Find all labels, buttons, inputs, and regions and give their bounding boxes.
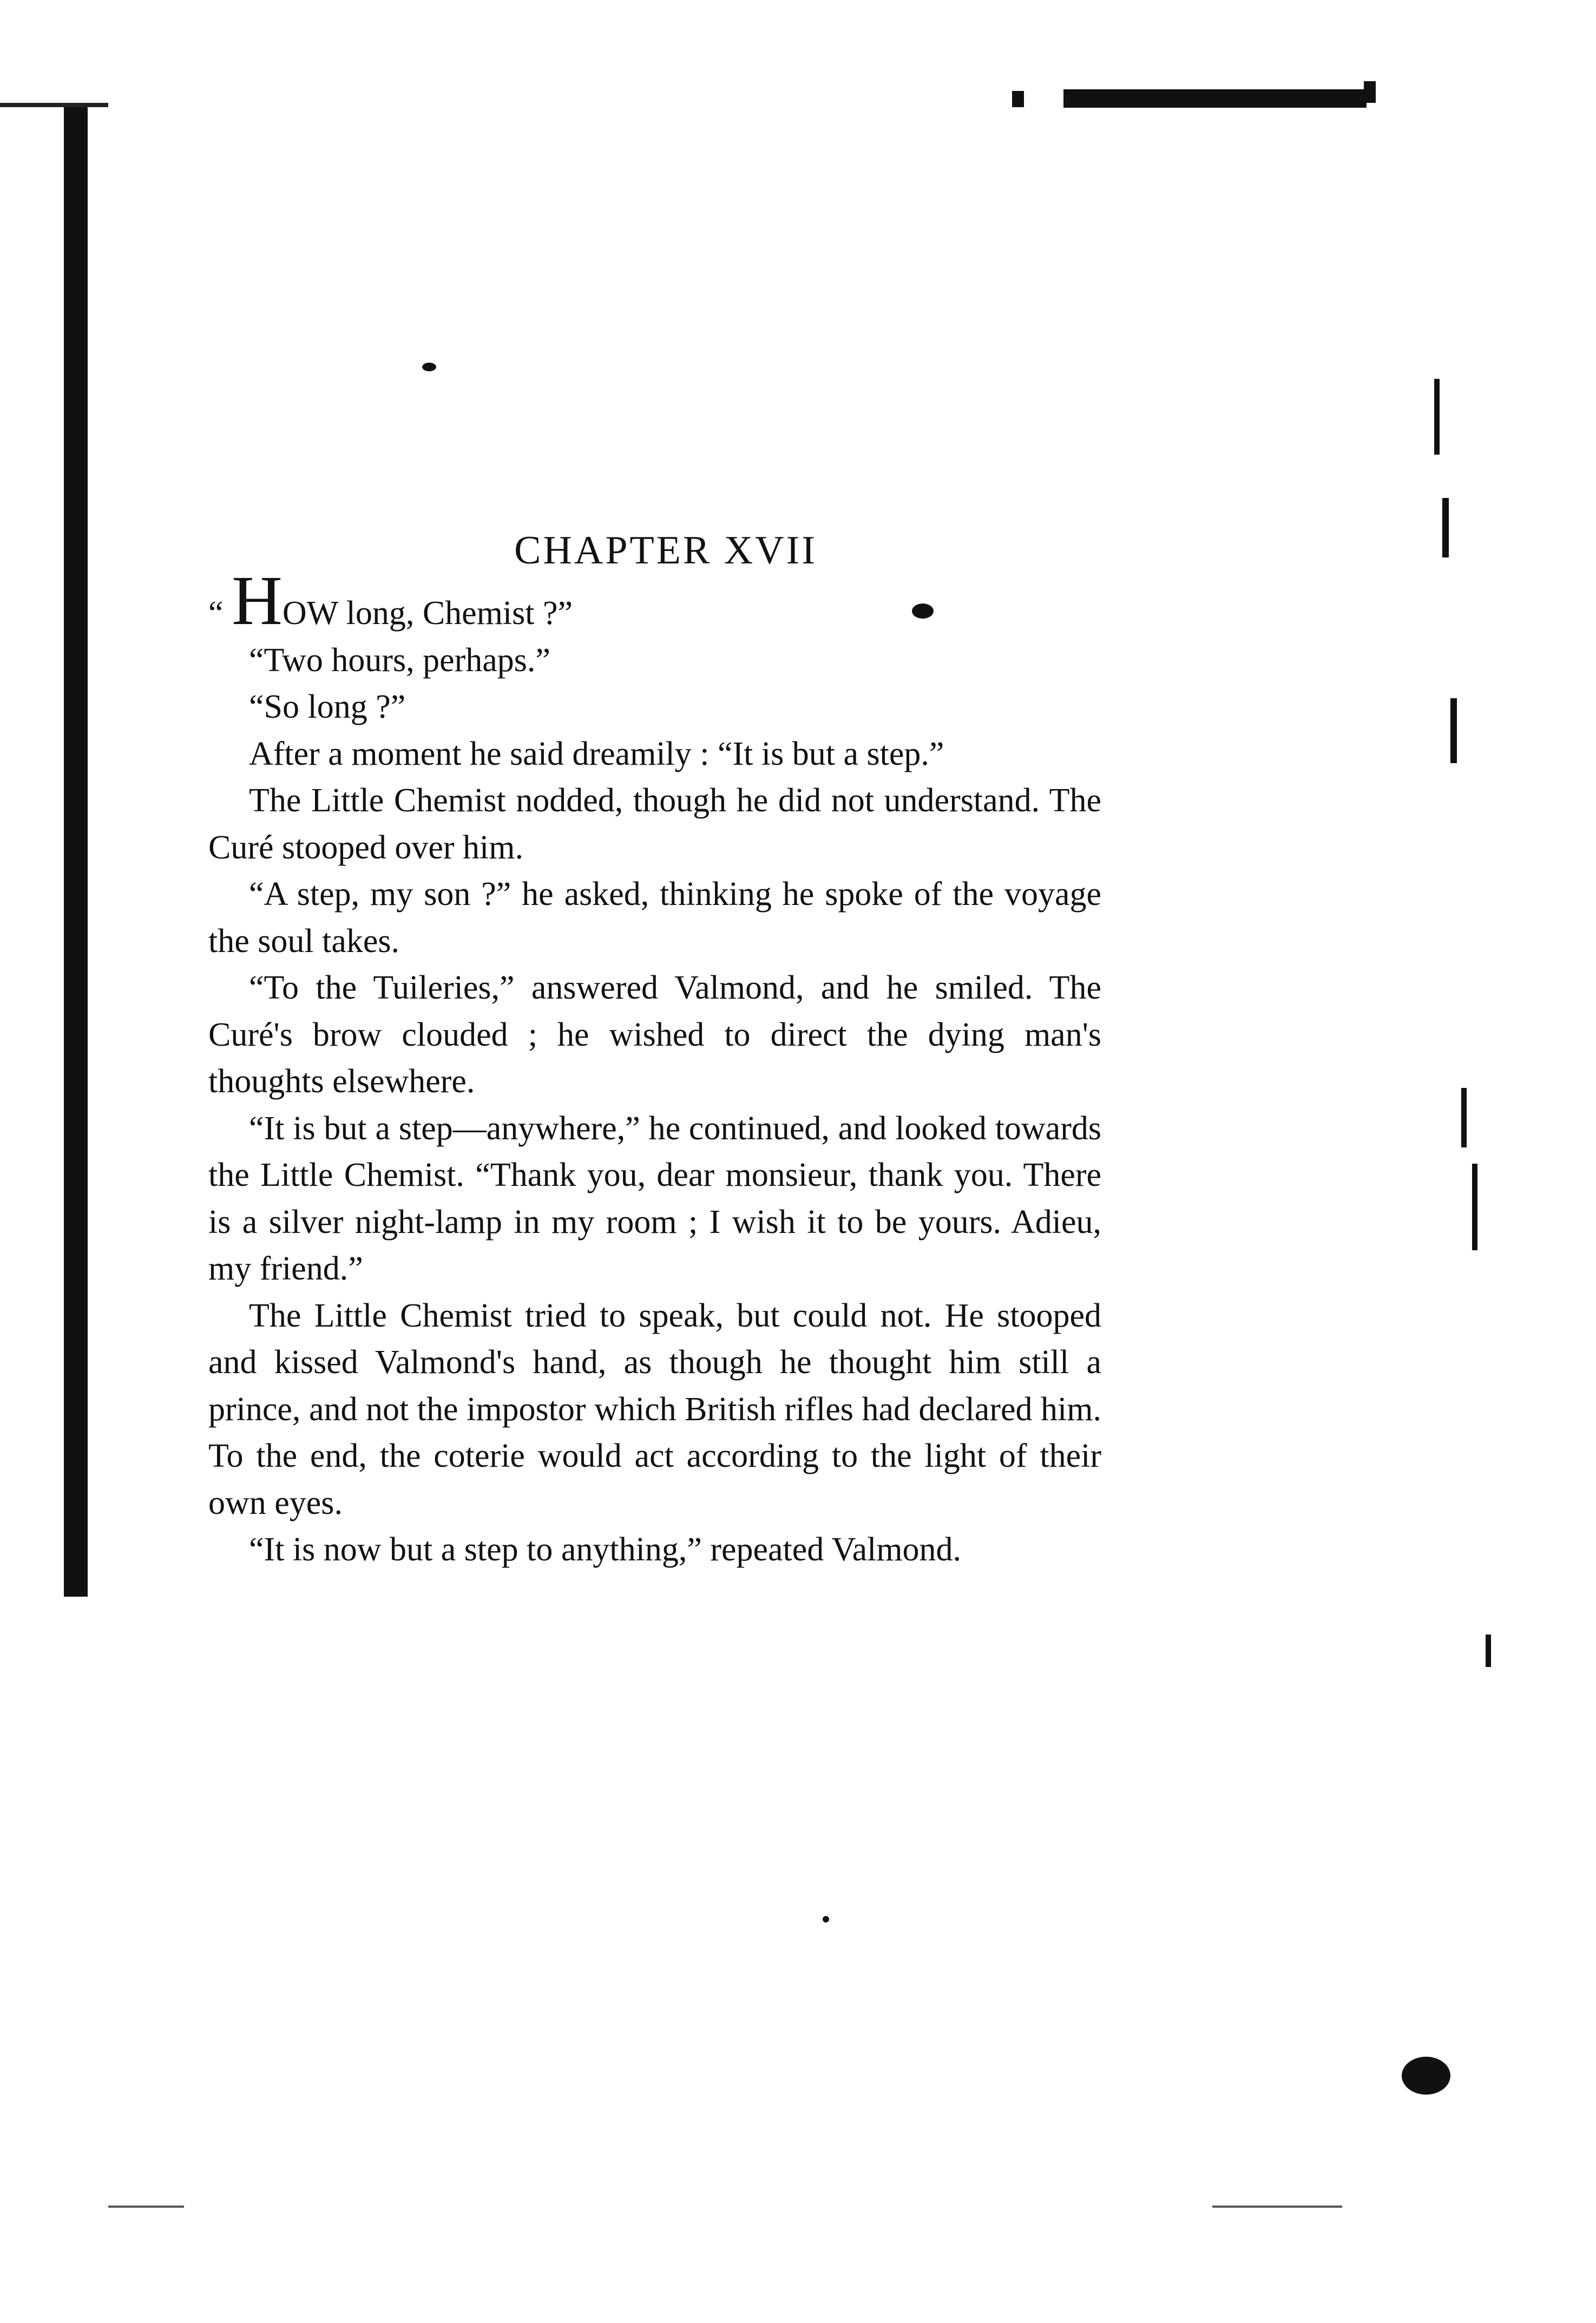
paragraph: The Little Chemist nodded, though he did not understand. The Curé stooped over him.	[208, 782, 1101, 866]
scan-speck	[422, 363, 436, 371]
paragraph: “It is but a step—anywhere,” he continued, and looked towards the Little Chemist. “Thank you, dear monsieur, thank you. There is a silver night-lamp in my room ; I wish it to be yours. Adieu, my friend.”	[208, 1110, 1101, 1287]
opening-line	[208, 562, 1101, 640]
paragraph: “To the Tuileries,” answered Valmond, and he smiled. The Curé's brow clouded ; he wished to direct the dying man's thoughts elsewhere.	[208, 969, 1101, 1100]
opening-quote: “	[208, 595, 232, 632]
scan-right-mark	[1450, 698, 1457, 763]
scan-edge-bar	[64, 103, 88, 1597]
body-text	[208, 562, 1101, 1573]
paragraph: “A step, my son ?” he asked, thinking he spoke of the voyage the soul takes.	[208, 876, 1101, 960]
scan-edge-rule	[0, 103, 108, 107]
paragraph: “It is now but a step to anything,” repeated Valmond.	[249, 1531, 962, 1568]
opening-text: OW long, Chemist ?”	[282, 595, 573, 632]
paragraph: “Two hours, perhaps.”	[249, 641, 550, 679]
paragraph: After a moment he said dreamily : “It is but a step.”	[249, 735, 944, 772]
scan-blot	[1402, 2057, 1450, 2095]
drop-cap: H	[232, 562, 283, 640]
scan-speck	[823, 1916, 829, 1922]
scan-bottom-rule	[1212, 2206, 1342, 2208]
scan-right-mark	[1472, 1164, 1477, 1250]
scan-right-mark	[1434, 379, 1440, 455]
paragraph: The Little Chemist tried to speak, but could not. He stooped and kissed Valmond's hand, as though he thought him still a prince, and not the impostor which British rifles had declared him. To the end, the coterie would act according to the light of their own eyes.	[208, 1297, 1101, 1521]
scan-top-rule	[1063, 89, 1367, 108]
paragraph: “So long ?”	[249, 688, 406, 725]
scan-right-mark	[1486, 1635, 1491, 1667]
scan-right-mark	[1442, 498, 1449, 557]
scan-top-mark	[1364, 81, 1376, 103]
chapter-heading: CHAPTER XVII	[514, 528, 817, 573]
scan-top-mark	[1012, 91, 1024, 107]
scan-bottom-rule	[108, 2206, 184, 2208]
scan-right-mark	[1461, 1088, 1467, 1147]
